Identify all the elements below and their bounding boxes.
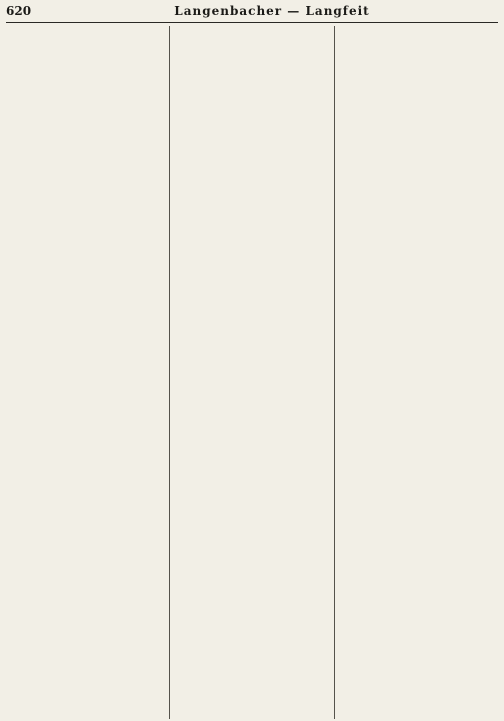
column-3: [334, 26, 498, 719]
column-2: [169, 26, 333, 719]
page-number: 620: [6, 4, 32, 18]
column-1: [6, 26, 169, 719]
entry-columns: [6, 26, 498, 719]
running-head: Langenbacher — Langfeit: [174, 4, 370, 18]
page-header: [6, 4, 498, 23]
